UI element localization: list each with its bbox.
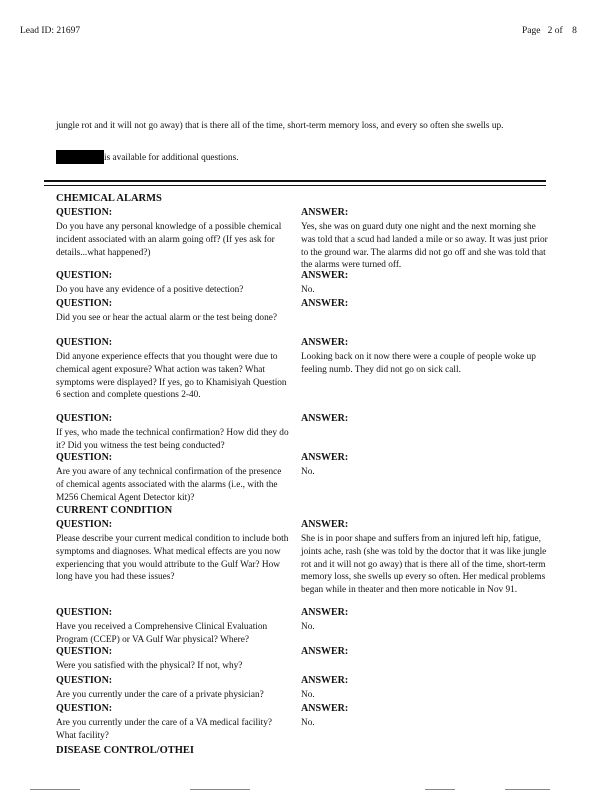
question-label: QUESTION: xyxy=(56,207,113,218)
scan-mark xyxy=(505,789,550,790)
question-text: Were you satisfied with the physical? If not, why? xyxy=(56,661,243,671)
page-number: Page 2 of 8 xyxy=(522,26,577,36)
divider-rule xyxy=(44,180,546,182)
lead-id: Lead ID: 21697 xyxy=(20,26,81,36)
section-title-disease-control: DISEASE CONTROL/OTHEI xyxy=(56,745,194,756)
scan-mark xyxy=(30,789,80,790)
question-text: Did you see or hear the actual alarm or the test being done? xyxy=(56,313,277,323)
question-label: QUESTION: xyxy=(56,703,113,714)
answer-label: ANSWER: xyxy=(301,675,349,686)
answer-text: She is in poor shape and suffers from an injured left hip, fatigue, joints ache, rash (she was told by the doctor that it was like jungle rot and it will not go away) that is there all of the time, short-term memory loss, she swells up every so often. Her medical problems began while in theater and then more noticable in Nov 91. xyxy=(301,534,547,596)
answer-label: ANSWER: xyxy=(301,270,349,281)
answer-label: ANSWER: xyxy=(301,413,349,424)
answer-text: No. xyxy=(301,285,315,295)
answer-text: Yes, she was on guard duty one night and the next morning she was told that a scud had landed a mile or so away. It was just prior to the ground war. The alarms did not go off and she was told that the alarms were turned off. xyxy=(301,222,548,271)
question-text: Are you currently under the care of a private physician? xyxy=(56,690,264,700)
question-label: QUESTION: xyxy=(56,270,113,281)
answer-label: ANSWER: xyxy=(301,646,349,657)
question-label: QUESTION: xyxy=(56,337,113,348)
question-text: Are you currently under the care of a VA medical facility? What facility? xyxy=(56,718,272,741)
answer-label: ANSWER: xyxy=(301,207,349,218)
redaction-block xyxy=(56,150,104,164)
question-label: QUESTION: xyxy=(56,675,113,686)
answer-text: No. xyxy=(301,467,315,477)
answer-text: No. xyxy=(301,718,315,728)
scan-mark xyxy=(190,789,250,790)
section-title-current-condition: CURRENT CONDITION xyxy=(56,505,173,516)
answer-label: ANSWER: xyxy=(301,703,349,714)
question-label: QUESTION: xyxy=(56,413,113,424)
question-text: Have you received a Comprehensive Clinical Evaluation Program (CCEP) or VA Gulf War physical? Where? xyxy=(56,622,268,645)
answer-label: ANSWER: xyxy=(301,452,349,463)
section-title-chemical-alarms: CHEMICAL ALARMS xyxy=(56,193,162,204)
question-text: Do you have any evidence of a positive detection? xyxy=(56,285,244,295)
divider-rule-thin xyxy=(44,185,546,186)
question-label: QUESTION: xyxy=(56,519,113,530)
question-label: QUESTION: xyxy=(56,607,113,618)
question-label: QUESTION: xyxy=(56,646,113,657)
answer-label: ANSWER: xyxy=(301,298,349,309)
answer-text: No. xyxy=(301,690,315,700)
available-text: is available for additional questions. xyxy=(104,153,239,163)
question-label: QUESTION: xyxy=(56,452,113,463)
intro-paragraph: jungle rot and it will not go away) that is there all of the time, short-term memory loss, and every so often she swells up. xyxy=(56,121,504,131)
question-label: QUESTION: xyxy=(56,298,113,309)
answer-text: No. xyxy=(301,622,315,632)
answer-label: ANSWER: xyxy=(301,607,349,618)
question-text: Do you have any personal knowledge of a possible chemical incident associated with an alarm going off? (If yes ask for details...what happened?) xyxy=(56,222,282,258)
answer-label: ANSWER: xyxy=(301,337,349,348)
scan-mark xyxy=(425,789,455,790)
question-text: Please describe your current medical condition to include both symptoms and diagnoses. What medical effects are you now experiencing that you would attribute to the Gulf War? How long have you had these issues? xyxy=(56,534,289,583)
question-text: Did anyone experience effects that you thought were due to chemical agent exposure? What action was taken? What symptoms were displayed? If yes, go to Khamisiyah Question 6 section and complete questions 2-40. xyxy=(56,352,287,401)
question-text: If yes, who made the technical confirmation? How did they do it? Did you witness the test being conducted? xyxy=(56,428,289,451)
answer-text: Looking back on it now there were a couple of people woke up feeling numb. They did not go on sick call. xyxy=(301,352,536,375)
question-text: Are you aware of any technical confirmation of the presence of chemical agents associated with the alarms (i.e., with the M256 Chemical Agent Detector kit)? xyxy=(56,467,282,503)
answer-label: ANSWER: xyxy=(301,519,349,530)
